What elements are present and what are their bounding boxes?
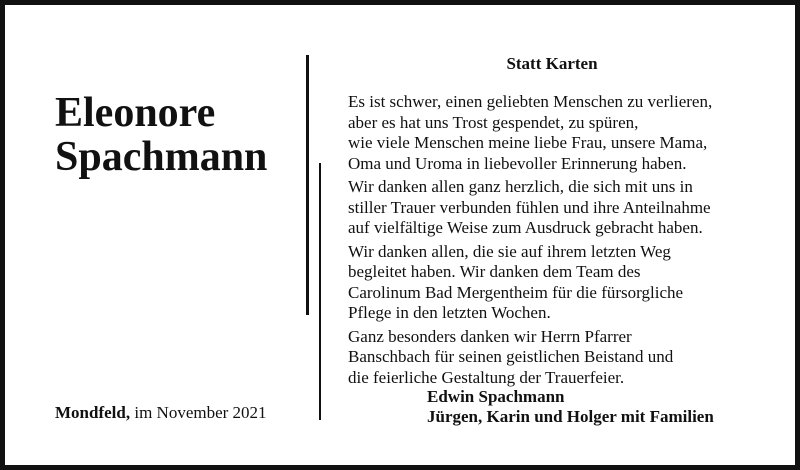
text-line: wie viele Menschen meine liebe Frau, unsere Mama, [348, 133, 708, 152]
text-line: Wir danken allen ganz herzlich, die sich mit uns in [348, 177, 693, 196]
deceased-first-name: Eleonore [55, 90, 216, 136]
text-line: auf vielfältige Weise zum Ausdruck gebracht haben. [348, 218, 703, 237]
text-line: Es ist schwer, einen geliebten Menschen zu verlieren, [348, 92, 713, 111]
deceased-last-name: Spachmann [55, 134, 268, 180]
text-line: Wir danken allen, die sie auf ihrem letzten Weg [348, 241, 671, 261]
paragraph [348, 242, 768, 324]
text-line: Carolinum Bad Mergentheim für die fürsorgliche [348, 282, 684, 302]
divider-rule-lower [319, 163, 321, 420]
paragraph [348, 177, 768, 239]
paragraph [348, 92, 768, 174]
text-line: begleitet haben. Wir danken dem Team des [348, 262, 641, 281]
text-line: aber es hat uns Trost gespendet, zu spüren, [348, 112, 639, 132]
paragraph [348, 327, 768, 389]
deceased-name [55, 91, 267, 179]
signature-line: Jürgen, Karin und Holger mit Familien [427, 407, 714, 426]
text-line: Ganz besonders danken wir Herrn Pfarrer [348, 326, 632, 346]
text-line: stiller Trauer verbunden fühlen und ihre Anteilnahme [348, 197, 711, 217]
place-and-date [55, 403, 267, 423]
thank-you-text [348, 92, 768, 391]
text-line: Banschbach für seinen geistlichen Beistand und [348, 347, 674, 366]
divider-rule-upper [306, 55, 309, 315]
text-line: Oma und Uroma in liebevoller Erinnerung haben. [348, 153, 687, 173]
signature-line: Edwin Spachmann [427, 387, 565, 406]
signature-block [427, 387, 714, 427]
text-line: Pflege in den letzten Wochen. [348, 303, 551, 322]
notice-heading: Statt Karten [506, 54, 598, 73]
place-name: Mondfeld, [55, 403, 131, 422]
text-line: die feierliche Gestaltung der Trauerfeier. [348, 367, 625, 387]
notice-date: im November 2021 [134, 403, 267, 422]
